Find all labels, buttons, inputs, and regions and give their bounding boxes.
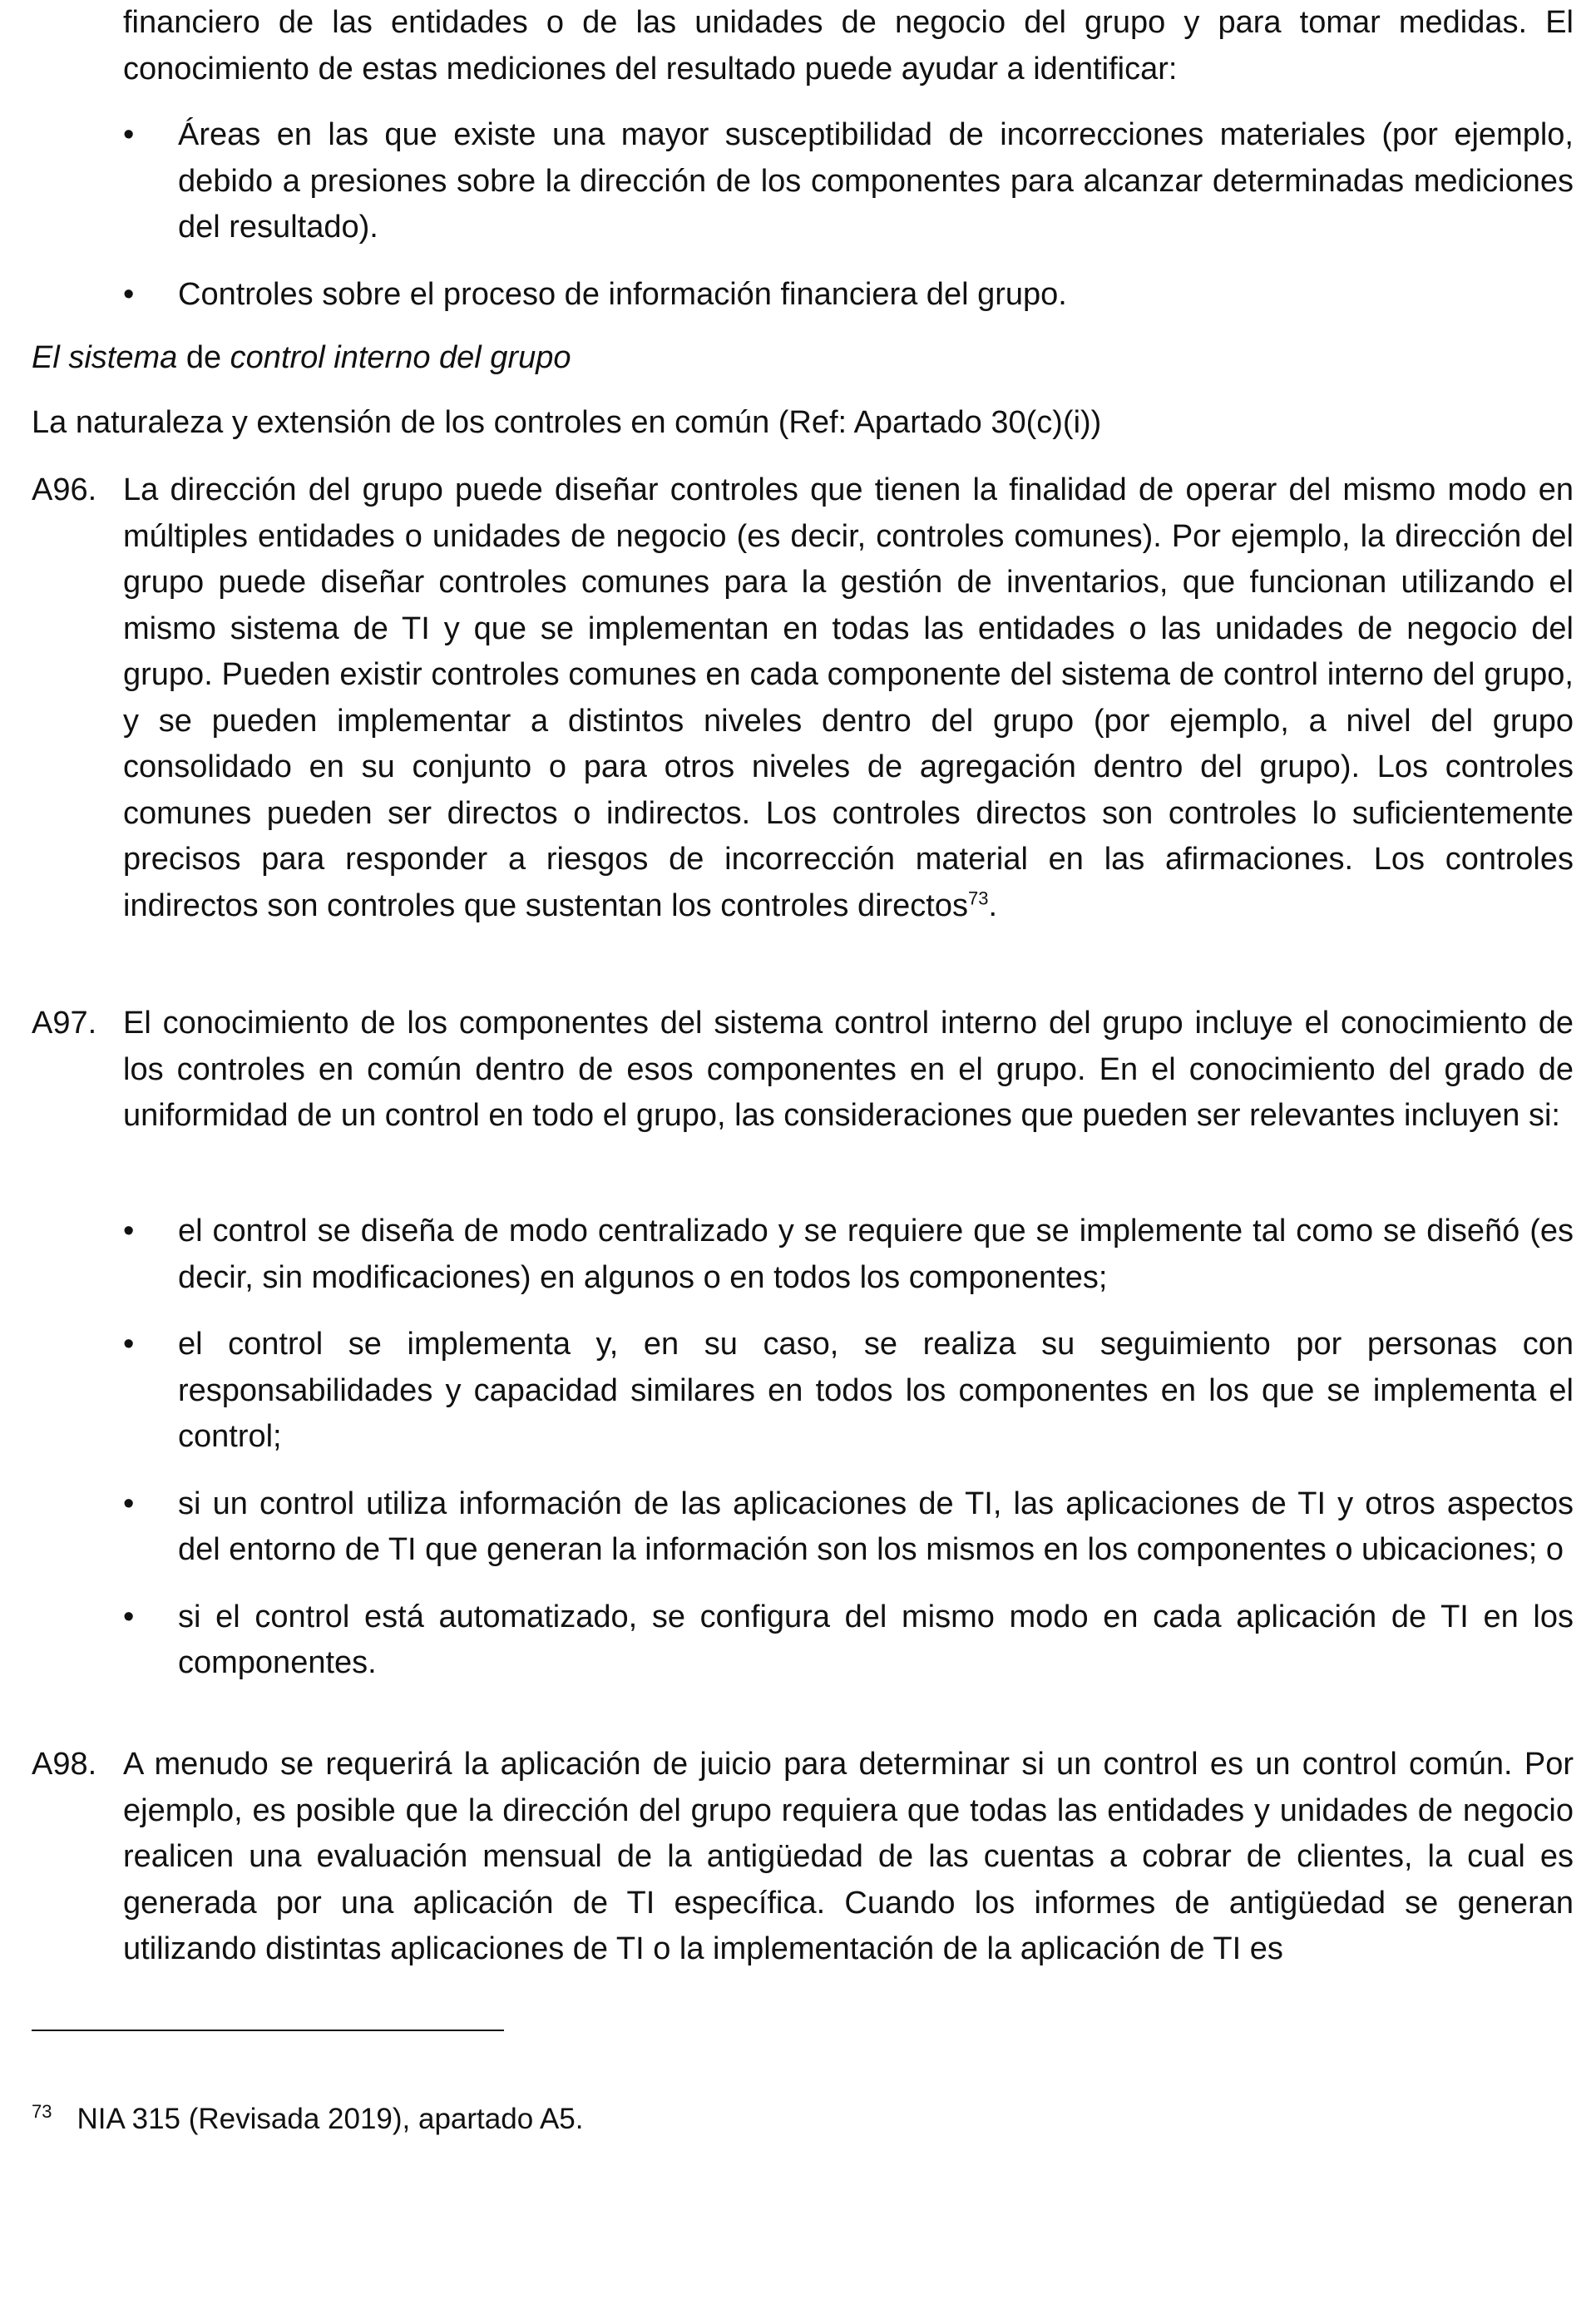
bullet-marker: • [123,1486,135,1521]
footnote-text: NIA 315 (Revisada 2019), apartado A5. [77,2103,584,2135]
section-heading-part: de [177,340,230,375]
bullet-marker: • [123,117,135,152]
paragraph-text [123,467,1574,929]
list-item [123,1322,1574,1461]
section-heading [32,335,571,382]
paragraph-number: A98. [32,1747,97,1782]
list-item [123,1595,1574,1687]
paragraph-a98 [32,1742,1574,1973]
paragraph-text: El conocimiento de los componentes del sistema control interno del grupo incluye el conocimiento de los controles en común dentro de esos componentes en el grupo. En el conocimiento del grado de uniformidad de un control en todo el grupo, las consideraciones que pueden ser relevantes incluyen si: [123,1006,1574,1133]
footnote [32,2096,584,2143]
footnote-reference[interactable]: 73 [968,887,989,908]
paragraph-number: A97. [32,1006,97,1041]
bullet-marker: • [123,1327,135,1362]
section-heading-part: El sistema [32,340,178,375]
list-item [123,112,1574,251]
list-item [123,272,1574,319]
paragraph-a96 [32,467,1574,929]
intro-bullet-list [123,112,1574,339]
paragraph-body: La dirección del grupo puede diseñar controles que tienen la finalidad de operar del mismo modo en múltiples entidades o unidades de negocio (es decir, controles comunes). Por ejemplo, la dirección del grupo puede diseñar controles comunes para la gestión de inventarios, que funcionan utilizando el mismo sistema de TI y que se implementan en todas las entidades o las unidades de negocio del grupo. Pueden existir controles comunes en cada componente del sistema de control interno del grupo, y se pueden implementar a distintos niveles dentro del grupo (por ejemplo, a nivel del grupo consolidado en su conjunto o para otros niveles de agregación dentro del grupo). Los controles comunes pueden ser directos o indirectos. Los controles directos son controles lo suficientemente precisos para responder a riesgos de incorrección material en las afirmaciones. Los controles indirectos son controles que sustentan los controles directos [123,472,1574,923]
list-item [123,1481,1574,1574]
bullet-text: el control se diseña de modo centralizado y se requiere que se implemente tal como se diseñó (es decir, sin modificaciones) en algunos o en todos los componentes; [178,1214,1574,1295]
paragraph-text: A menudo se requerirá la aplicación de juicio para determinar si un control es un control común. Por ejemplo, es posible que la dirección del grupo requiera que todas las entidades y unidades de negocio realicen una evaluación mensual de la antigüedad de las cuentas a cobrar de clientes, la cual es generada por una aplicación de TI específica. Cuando los informes de antigüedad se generan utilizando distintas aplicaciones de TI o la implementación de la aplicación de TI es [123,1747,1574,1966]
paragraph-number: A96. [32,472,97,507]
bullet-marker: • [123,1214,135,1248]
bullet-marker: • [123,1599,135,1634]
bullet-text: si un control utiliza información de las aplicaciones de TI, las aplicaciones de TI y otros aspectos del entorno de TI que generan la información son los mismos en los componentes o ubicaciones; o [178,1486,1574,1567]
document-page [32,0,1574,2309]
bullet-marker: • [123,276,135,312]
bullet-text: el control se implementa y, en su caso, se realiza su seguimiento por personas con responsabilidades y capacidad similares en todos los componentes en los que se implementa el control; [178,1327,1574,1454]
footnote-mark: 73 [32,2101,52,2123]
subheading: La naturaleza y extensión de los controles en común (Ref: Apartado 30(c)(i)) [32,405,1102,440]
paragraph-a97 [32,1001,1574,1140]
intro-paragraph [123,0,1574,92]
a97-bullet-list [123,1209,1574,1708]
bullet-text: si el control está automatizado, se configura del mismo modo en cada aplicación de TI en los componentes. [178,1599,1574,1680]
section-heading-part: control interno del grupo [230,340,571,375]
list-item [123,1209,1574,1301]
paragraph-end: . [988,888,998,923]
bullet-text: Áreas en las que existe una mayor susceptibilidad de incorrecciones materiales (por ejemplo, debido a presiones sobre la dirección de los componentes para alcanzar determinadas mediciones del resultado). [178,117,1574,245]
footnote-separator [32,2030,504,2031]
intro-text: financiero de las entidades o de las unidades de negocio del grupo y para tomar medidas. El conocimiento de estas mediciones del resultado puede ayudar a identificar: [123,5,1574,87]
bullet-text: Controles sobre el proceso de información financiera del grupo. [178,276,1067,312]
